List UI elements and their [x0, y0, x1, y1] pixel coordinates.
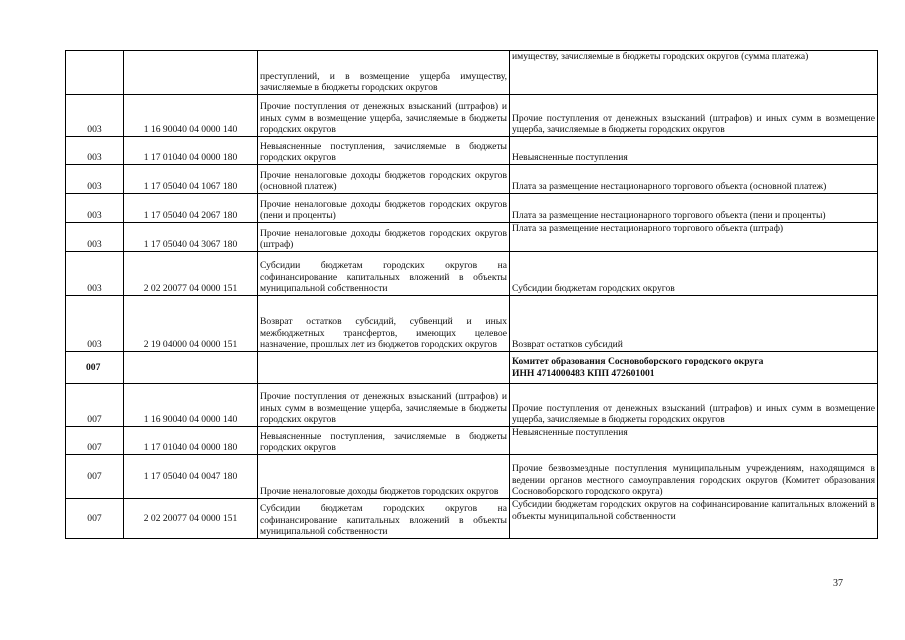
admin-code-cell: 003 — [66, 296, 124, 352]
admin-code-cell: 003 — [66, 223, 124, 252]
revenue-name-cell: Прочие поступления от денежных взысканий (штрафов) и иных сумм в возмещение ущерба, зачисляемые в бюджеты городских округов — [258, 384, 510, 427]
revenue-name-cell: Прочие неналоговые доходы бюджетов городских округов (штраф) — [258, 223, 510, 252]
revenue-name-cell: Прочие неналоговые доходы бюджетов городских округов (пени и проценты) — [258, 194, 510, 223]
table-row — [66, 223, 878, 252]
kbk-cell: 1 17 01040 04 0000 180 — [124, 427, 258, 455]
admin-code-cell: 003 — [66, 165, 124, 194]
table-row — [66, 499, 878, 539]
revenue-name-cell: преступлений, и в возмещение ущерба имуществу, зачисляемые в бюджеты городских округов — [258, 51, 510, 95]
admin-code-cell: 007 — [66, 427, 124, 455]
revenue-name-cell: Субсидии бюджетам городских округов на софинансирование капитальных вложений в объекты муниципальной собственности — [258, 499, 510, 539]
kbk-cell: 2 19 04000 04 0000 151 — [124, 296, 258, 352]
revenue-name-cell: Прочие неналоговые доходы бюджетов городских округов — [258, 455, 510, 499]
revenue-description-cell: Субсидии бюджетам городских округов — [510, 252, 878, 296]
table-row — [66, 455, 878, 499]
table-row — [66, 165, 878, 194]
table-row — [66, 384, 878, 427]
administrator-title: Комитет образования Сосновоборского городского округа — [512, 355, 764, 367]
kbk-cell: 1 17 05040 04 0047 180 — [124, 455, 258, 499]
kbk-cell: 1 17 05040 04 2067 180 — [124, 194, 258, 223]
administrator-inn-kpp: ИНН 4714000483 КПП 472601001 — [512, 367, 655, 379]
revenue-description-cell: Субсидии бюджетам городских округов на софинансирование капитальных вложений в объекты муниципальной собственности — [510, 499, 878, 539]
admin-code-cell: 007 — [66, 352, 124, 384]
kbk-cell: 1 17 05040 04 1067 180 — [124, 165, 258, 194]
table-row — [66, 296, 878, 352]
revenue-description-cell: Плата за размещение нестационарного торгового объекта (пени и проценты) — [510, 194, 878, 223]
administrator-name-cell — [510, 352, 878, 384]
kbk-cell: 2 02 20077 04 0000 151 — [124, 252, 258, 296]
revenue-description-cell: Возврат остатков субсидий — [510, 296, 878, 352]
table-row — [66, 427, 878, 455]
revenue-description-cell: имуществу, зачисляемые в бюджеты городских округов (сумма платежа) — [510, 51, 878, 95]
revenue-name-cell: Невыясненные поступления, зачисляемые в бюджеты городских округов — [258, 427, 510, 455]
revenue-name-cell — [258, 352, 510, 384]
revenue-name-cell: Прочие поступления от денежных взысканий (штрафов) и иных сумм в возмещение ущерба, зачисляемые в бюджеты городских округов — [258, 95, 510, 137]
revenue-codes-table — [65, 50, 878, 539]
table-row — [66, 252, 878, 296]
revenue-name-cell: Субсидии бюджетам городских округов на софинансирование капитальных вложений в объекты муниципальной собственности — [258, 252, 510, 296]
revenue-name-cell: Возврат остатков субсидий, субвенций и иных межбюджетных трансфертов, имеющих целевое назначение, прошлых лет из бюджетов городских округов — [258, 296, 510, 352]
administrator-header-row — [66, 352, 878, 384]
table-row — [66, 95, 878, 137]
revenue-name-cell: Прочие неналоговые доходы бюджетов городских округов (основной платеж) — [258, 165, 510, 194]
kbk-cell: 1 16 90040 04 0000 140 — [124, 95, 258, 137]
revenue-description-cell: Плата за размещение нестационарного торгового объекта (основной платеж) — [510, 165, 878, 194]
table-row — [66, 194, 878, 223]
kbk-cell — [124, 352, 258, 384]
admin-code-cell: 007 — [66, 384, 124, 427]
admin-code-cell: 007 — [66, 455, 124, 499]
revenue-description-cell: Прочие безвозмездные поступления муниципальным учреждениям, находящимся в ведении органов местного самоуправления городских округов (Комитет образования Сосновоборского городского округа) — [510, 455, 878, 499]
revenue-description-cell: Невыясненные поступления — [510, 137, 878, 165]
table-row — [66, 137, 878, 165]
kbk-cell: 1 17 01040 04 0000 180 — [124, 137, 258, 165]
admin-code-cell: 003 — [66, 252, 124, 296]
revenue-description-cell: Прочие поступления от денежных взысканий (штрафов) и иных сумм в возмещение ущерба, зачисляемые в бюджеты городских округов — [510, 95, 878, 137]
kbk-cell — [124, 51, 258, 95]
admin-code-cell — [66, 51, 124, 95]
admin-code-cell: 003 — [66, 137, 124, 165]
revenue-description-cell: Прочие поступления от денежных взысканий (штрафов) и иных сумм в возмещение ущерба, зачисляемые в бюджеты городских округов — [510, 384, 878, 427]
table-row — [66, 51, 878, 95]
kbk-cell: 1 17 05040 04 3067 180 — [124, 223, 258, 252]
kbk-cell: 2 02 20077 04 0000 151 — [124, 499, 258, 539]
admin-code-cell: 007 — [66, 499, 124, 539]
page-number: 37 — [833, 578, 843, 589]
revenue-description-cell: Невыясненные поступления — [510, 427, 878, 455]
admin-code-cell: 003 — [66, 95, 124, 137]
revenue-name-cell: Невыясненные поступления, зачисляемые в бюджеты городских округов — [258, 137, 510, 165]
admin-code-cell: 003 — [66, 194, 124, 223]
kbk-cell: 1 16 90040 04 0000 140 — [124, 384, 258, 427]
revenue-description-cell: Плата за размещение нестационарного торгового объекта (штраф) — [510, 223, 878, 252]
